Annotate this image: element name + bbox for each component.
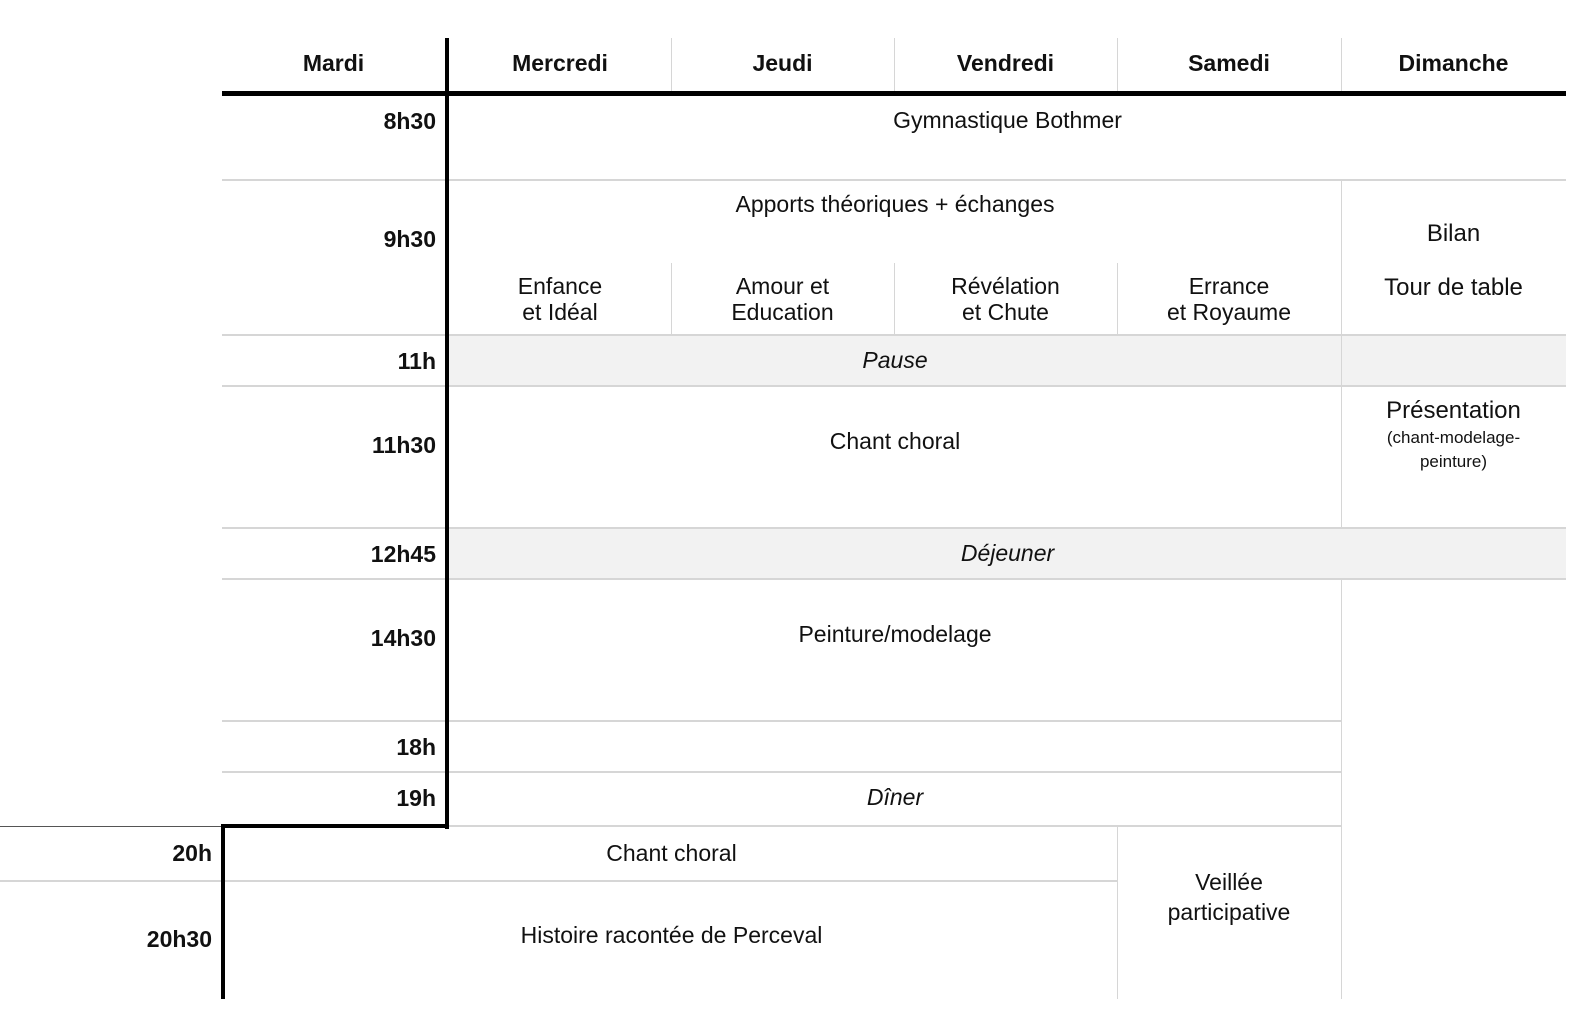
- theme-revelation: [894, 273, 1117, 325]
- evening-step-line: [222, 824, 449, 828]
- row-divider: [222, 771, 1341, 773]
- row-divider: [222, 179, 1566, 181]
- time-label: 14h30: [370, 625, 436, 651]
- column-divider: [1341, 579, 1342, 999]
- row-divider: [222, 720, 1341, 722]
- theme-line: et Idéal: [522, 299, 598, 325]
- activity-chant-choral-evening: Chant choral: [606, 840, 737, 866]
- activity-diner: Dîner: [866, 784, 924, 810]
- theme-line: Amour et: [735, 273, 830, 299]
- evening-time-column-border: [221, 824, 225, 999]
- theme-line: Errance: [1188, 273, 1270, 299]
- day-header-jeudi: Jeudi: [752, 50, 813, 76]
- day-header-samedi: Samedi: [1188, 50, 1270, 76]
- time-label: 19h: [396, 785, 436, 811]
- theme-errance: [1117, 273, 1341, 325]
- time-label: 11h: [397, 348, 436, 374]
- time-label: 12h45: [370, 541, 436, 567]
- day-header-dimanche: Dimanche: [1398, 50, 1509, 76]
- day-header-mercredi: Mercredi: [512, 50, 608, 76]
- veillee-line: participative: [1167, 899, 1291, 925]
- presentation-detail-line: (chant-modelage-: [1386, 428, 1521, 447]
- time-label: 8h30: [383, 108, 436, 134]
- presentation-detail-line: peinture): [1419, 452, 1488, 471]
- activity-pause: Pause: [862, 347, 928, 373]
- row-divider: [222, 385, 1566, 387]
- theme-line: et Chute: [962, 299, 1049, 325]
- row-divider: [222, 527, 1566, 529]
- time-label: 11h30: [372, 432, 436, 458]
- activity-apports: Apports théoriques + échanges: [735, 191, 1055, 217]
- day-header-mardi: Mardi: [302, 50, 365, 76]
- theme-line: Enfance: [517, 273, 603, 299]
- row-divider: [0, 826, 222, 827]
- activity-gymnastique: Gymnastique Bothmer: [893, 107, 1122, 133]
- time-label: 18h: [396, 734, 436, 760]
- row-divider: [222, 578, 1566, 580]
- activity-dejeuner: Déjeuner: [960, 540, 1055, 566]
- activity-histoire-perceval: Histoire racontée de Perceval: [520, 922, 823, 948]
- day-header-vendredi: Vendredi: [956, 50, 1055, 76]
- activity-chant-choral-morning: Chant choral: [829, 428, 961, 454]
- activity-veillee-participative: [1117, 867, 1341, 927]
- theme-line: Révélation: [951, 273, 1060, 299]
- activity-peinture-modelage: Peinture/modelage: [798, 621, 992, 647]
- activity-bilan: Bilan: [1426, 220, 1481, 247]
- time-label: 20h: [172, 840, 212, 866]
- theme-line: Education: [731, 299, 834, 325]
- theme-enfance: [449, 273, 671, 325]
- time-label: 20h30: [146, 926, 212, 952]
- theme-line: et Royaume: [1166, 299, 1291, 325]
- header-underline: [222, 91, 1566, 96]
- theme-amour: [671, 273, 894, 325]
- activity-presentation-detail: [1341, 426, 1566, 474]
- activity-tour-de-table: Tour de table: [1384, 274, 1523, 301]
- veillee-line: Veillée: [1195, 869, 1263, 895]
- time-label: 9h30: [383, 226, 436, 252]
- row-divider: [0, 880, 1117, 882]
- activity-presentation: Présentation: [1386, 397, 1521, 424]
